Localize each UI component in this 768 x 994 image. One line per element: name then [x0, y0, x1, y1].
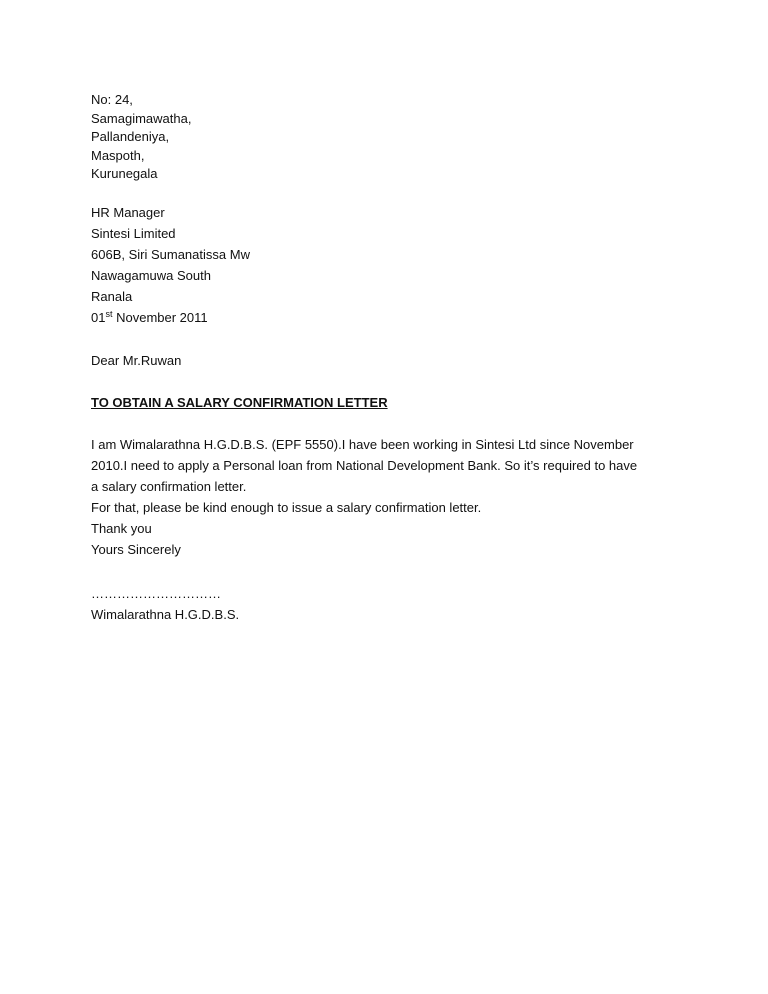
recipient-title: HR Manager [91, 205, 165, 220]
sender-address-line: No: 24, [91, 92, 133, 107]
body-line: 2010.I need to apply a Personal loan from National Development Bank. So it’s required to have [91, 458, 638, 473]
sender-address-line: Kurunegala [91, 166, 158, 181]
sender-address [91, 91, 191, 184]
sender-address-line: Pallandeniya, [91, 129, 170, 144]
body-line: a salary confirmation letter. [91, 479, 247, 494]
sender-address-line: Samagimawatha, [91, 110, 192, 126]
letter-date [91, 307, 250, 328]
salutation: Dear Mr.Ruwan [91, 353, 182, 368]
signature-name: Wimalarathna H.G.D.B.S. [91, 607, 240, 622]
body-line: For that, please be kind enough to issue a salary confirmation letter. [91, 500, 482, 515]
date-month-year: November 2011 [112, 310, 208, 325]
date-day: 01 [91, 310, 106, 325]
closing-thanks: Thank you [91, 521, 152, 536]
recipient-company: Sintesi Limited [91, 226, 176, 241]
recipient-address-line: Nawagamuwa South [91, 268, 211, 283]
sender-address-line: Maspoth, [91, 147, 145, 163]
subject-line: TO OBTAIN A SALARY CONFIRMATION LETTER [91, 395, 388, 410]
recipient-address-line: Ranala [91, 289, 133, 304]
recipient-address-line: 606B, Siri Sumanatissa Mw [91, 247, 250, 262]
closing-sincerely: Yours Sincerely [91, 542, 181, 557]
signature-block [91, 583, 239, 625]
body-line: I am Wimalarathna H.G.D.B.S. (EPF 5550).I have been working in Sintesi Ltd since November [91, 437, 634, 452]
letter-body [91, 434, 691, 560]
date-suffix: st [105, 309, 113, 319]
recipient-address [91, 202, 250, 328]
signature-dots: ………………………… [91, 586, 221, 601]
